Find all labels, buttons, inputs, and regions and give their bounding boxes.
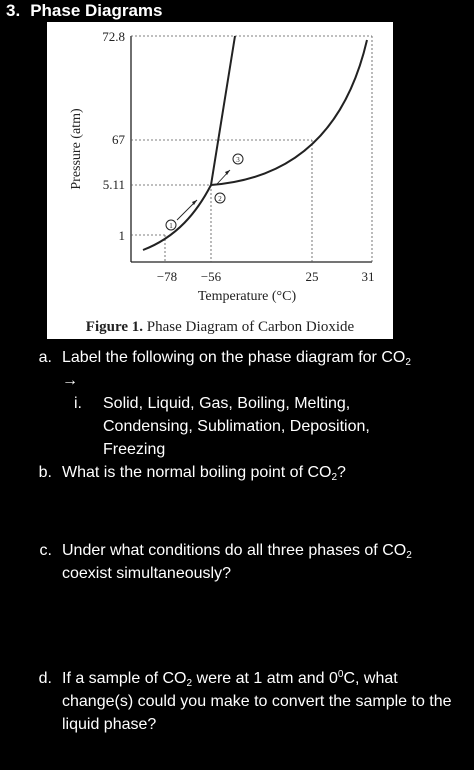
x-tick-31: 31 (361, 269, 375, 284)
figure-caption (86, 319, 355, 335)
phase-diagram-figure (47, 22, 393, 339)
section-number: 3. (6, 1, 21, 20)
point-marker-1 (166, 220, 176, 230)
question-b-text-end: ? (337, 464, 346, 481)
sublimation-curve (143, 185, 211, 250)
point-label-3: 3 (236, 156, 240, 164)
melting-curve (211, 36, 235, 185)
question-a-text-main: Label the following on the phase diagram for CO (62, 349, 406, 366)
question-d-text-mid: were at 1 atm and 0 (192, 670, 338, 687)
question-c-text-end: coexist simultaneously? (62, 565, 231, 582)
question-c-text (62, 539, 452, 585)
question-d-marker: d. (38, 670, 52, 687)
question-b-marker: b. (38, 464, 52, 481)
figure-caption-label: Figure 1. (85, 319, 144, 335)
question-a-marker: a. (38, 349, 52, 366)
point-marker-3 (233, 154, 243, 164)
point-marker-2 (215, 193, 225, 203)
question-d-superscript: 0 (337, 669, 344, 680)
question-a-subscript: 2 (405, 357, 411, 368)
question-b-text-main: What is the normal boiling point of CO (62, 464, 332, 481)
y-tick-72-8: 72.8 (102, 29, 125, 44)
question-c-marker: c. (39, 542, 52, 559)
question-c-text-main: Under what conditions do all three phases of CO (62, 542, 407, 559)
y-tick-67: 67 (112, 132, 125, 147)
question-d-text (62, 667, 452, 736)
question-d-subscript: 2 (186, 678, 193, 689)
subitem-i-marker: i. (74, 395, 82, 412)
question-d-text-end: C, what change(s) could you make to convert the sample to the liquid phase? (62, 670, 452, 733)
section-title: Phase Diagrams (30, 1, 163, 20)
point-label-2: 2 (218, 195, 222, 203)
x-tick-minus-56: −56 (200, 269, 222, 284)
question-a-arrow: → (62, 372, 78, 389)
figure-caption-text: Phase Diagram of Carbon Dioxide (143, 319, 355, 335)
question-b-subscript: 2 (331, 472, 338, 483)
vaporization-curve (211, 40, 367, 185)
y-tick-5-11: 5.11 (102, 177, 125, 192)
x-tick-minus-78: −78 (156, 269, 178, 284)
question-d-text-main: If a sample of CO (62, 670, 187, 687)
question-a-text (62, 346, 452, 369)
point-label-1: 1 (169, 222, 173, 230)
question-b-text (62, 461, 452, 484)
section-heading (6, 0, 162, 22)
x-tick-25: 25 (305, 269, 319, 284)
y-tick-1: 1 (118, 228, 125, 243)
y-axis-title: Pressure (atm) (69, 108, 84, 190)
x-axis-title: Temperature (°C) (197, 289, 297, 304)
subitem-i-text: Solid, Liquid, Gas, Boiling, Melting, Condensing, Sublimation, Deposition, Freezing (103, 395, 370, 458)
question-c-subscript: 2 (406, 550, 412, 561)
phase-diagram (47, 22, 393, 339)
